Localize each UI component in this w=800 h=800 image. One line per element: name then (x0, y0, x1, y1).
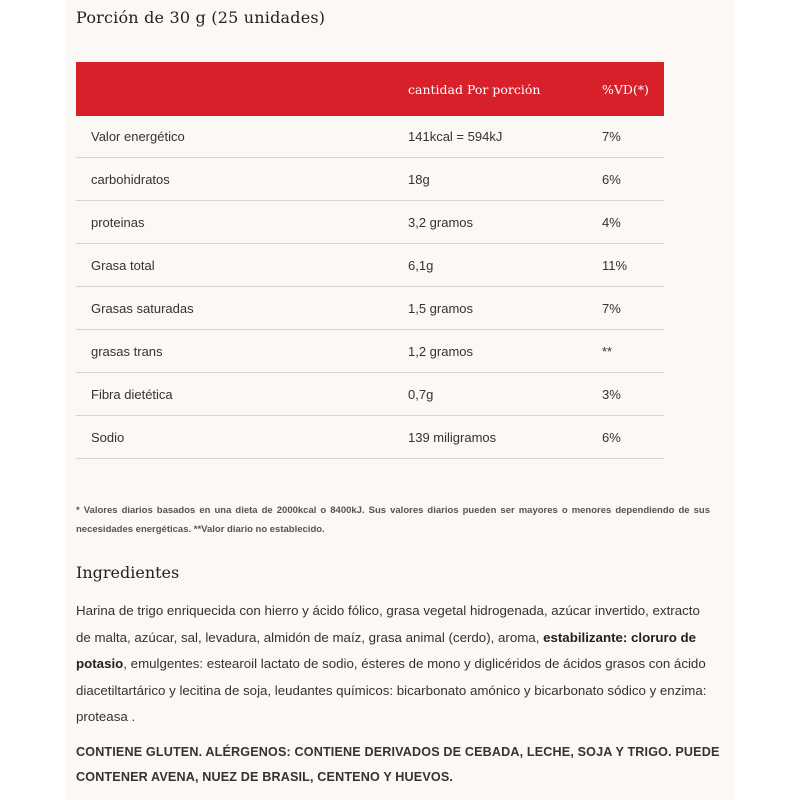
nutrient-vd: 3% (602, 373, 664, 416)
nutrient-name: Fibra dietética (76, 373, 408, 416)
table-row (76, 158, 664, 201)
nutrient-amount: 1,2 gramos (408, 330, 602, 373)
table-row (76, 416, 664, 459)
table-row (76, 287, 664, 330)
header-nutrient (76, 62, 408, 116)
nutrient-vd: 11% (602, 244, 664, 287)
nutrition-table (76, 62, 664, 459)
table-header-row (76, 62, 664, 116)
ingredients-text-end: , emulgentes: estearoil lactato de sodio, ésteres de mono y diglicéridos de ácidos grasos con ácido diacetiltartárico y lecitina de soja, leudantes químicos: bicarbonato amónico y bicarbonato sódico y enzima: proteasa . (76, 656, 707, 724)
nutrient-name: grasas trans (76, 330, 408, 373)
table-row (76, 201, 664, 244)
nutrient-name: carbohidratos (76, 158, 408, 201)
nutrient-amount: 18g (408, 158, 602, 201)
table-row (76, 116, 664, 158)
nutrient-vd: 7% (602, 287, 664, 330)
nutrient-vd: 7% (602, 116, 664, 158)
portion-heading: Porción de 30 g (25 unidades) (76, 8, 326, 27)
nutrient-vd: 6% (602, 158, 664, 201)
nutrient-name: Sodio (76, 416, 408, 459)
daily-value-footnote: * Valores diarios basados en una dieta de 2000kcal o 8400kJ. Sus valores diarios pueden ser mayores o menores dependiendo de sus necesidades energéticas. **Valor diario no establecido. (76, 505, 710, 535)
nutrient-vd: ** (602, 330, 664, 373)
header-amount: cantidad Por porción (408, 81, 541, 97)
ingredients-stabilizer: estabilizante: cloruro de potasio (76, 629, 697, 671)
ingredients-text (76, 598, 716, 731)
nutrient-amount: 0,7g (408, 373, 602, 416)
table-row (76, 330, 664, 373)
nutrient-amount: 1,5 gramos (408, 287, 602, 330)
ingredients-text-start: Harina de trigo enriquecida con hierro y ácido fólico, grasa vegetal hidrogenada, azúcar invertido, extracto de malta, azúcar, sal, levadura, almidón de maíz, grasa animal (cerdo), aroma, (76, 603, 700, 645)
nutrient-name: proteinas (76, 201, 408, 244)
allergen-warning: CONTIENE GLUTEN. ALÉRGENOS: CONTIENE DERIVADOS DE CEBADA, LECHE, SOJA Y TRIGO. PUEDE CONTENER AVENA, NUEZ DE BRASIL, CENTENO Y HUEVOS. (76, 745, 720, 784)
nutrient-amount: 139 miligramos (408, 416, 602, 459)
nutrient-name: Valor energético (76, 116, 408, 158)
nutrient-name: Grasa total (76, 244, 408, 287)
nutrient-vd: 4% (602, 201, 664, 244)
nutrient-amount: 141kcal = 594kJ (408, 116, 602, 158)
ingredients-title: Ingredientes (76, 563, 180, 582)
nutrient-vd: 6% (602, 416, 664, 459)
table-row (76, 373, 664, 416)
nutrient-amount: 6,1g (408, 244, 602, 287)
header-daily-value: %VD(*) (602, 81, 649, 97)
nutrient-name: Grasas saturadas (76, 287, 408, 330)
nutrient-amount: 3,2 gramos (408, 201, 602, 244)
table-row (76, 244, 664, 287)
